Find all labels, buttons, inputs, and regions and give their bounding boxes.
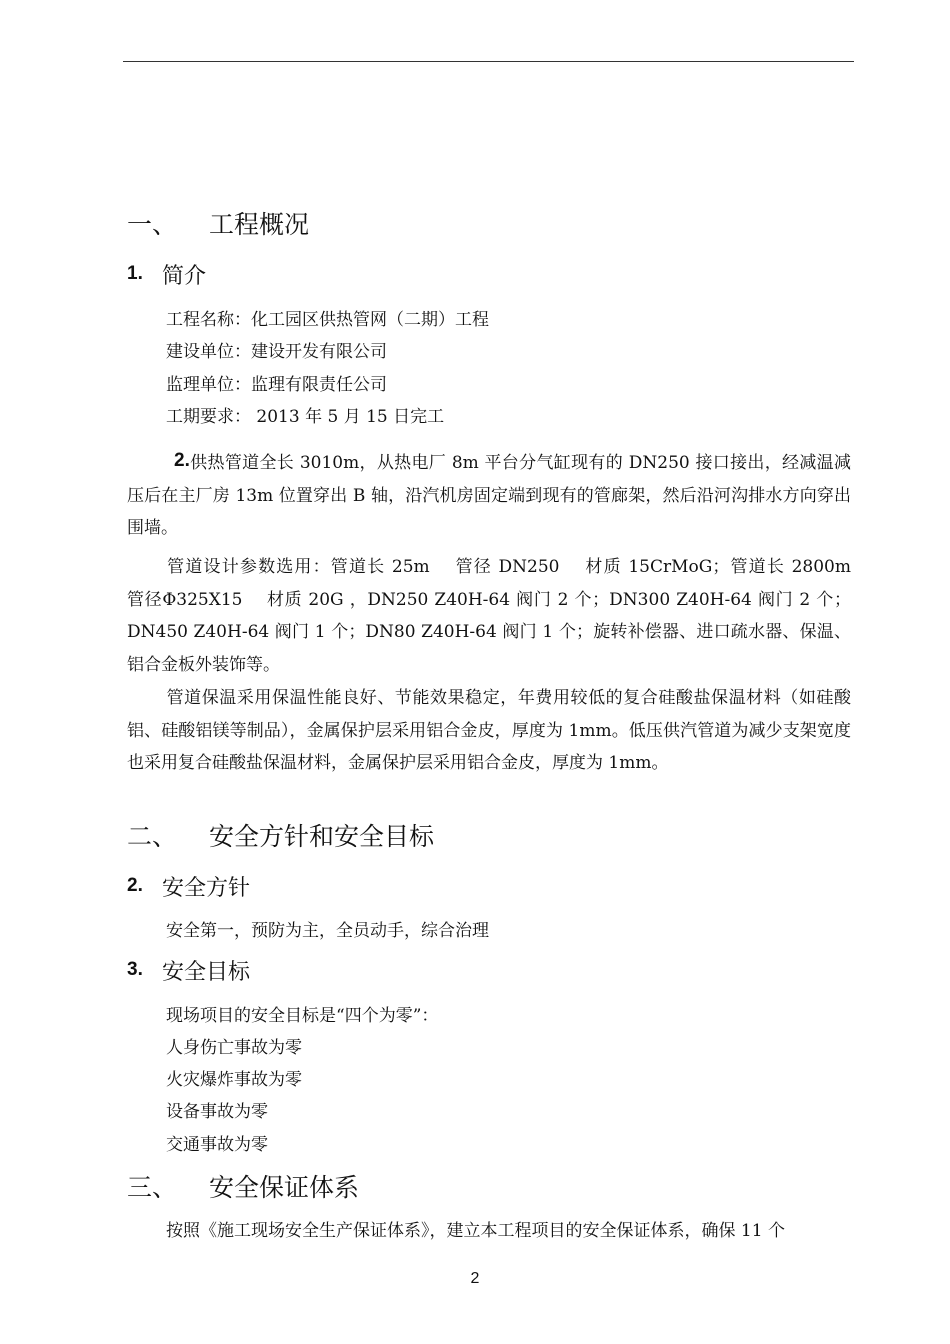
subheading-number: 1.	[127, 263, 143, 284]
paragraph-number: 2.	[174, 450, 190, 471]
policy-text: 安全第一，预防为主，全员动手，综合治理	[166, 921, 489, 941]
goal-item: 交通事故为零	[166, 1135, 268, 1155]
design-params-paragraph	[127, 551, 874, 681]
page-number: 2	[470, 1270, 480, 1287]
subheading-title: 安全目标	[162, 960, 251, 985]
pipeline-text: 供热管道全长 3010m，从热电厂 8m 平台分气缸现有的 DN250 接口接出，经减温减压后在主厂房 13m 位置穿出 B 轴，沿汽机房固定端到现有的管廊架，然后沿河沟排水方向穿出围墙。	[127, 453, 851, 538]
pipeline-paragraph	[127, 445, 851, 545]
goal-intro-line: 现场项目的安全目标是“四个为零”：	[166, 1006, 439, 1026]
section-number: 二、	[127, 822, 178, 851]
section-title: 安全方针和安全目标	[209, 822, 435, 851]
subheading-title: 安全方针	[162, 876, 251, 901]
header-rule	[123, 61, 854, 62]
goal-item: 人身伤亡事故为零	[166, 1038, 302, 1058]
insulation-paragraph	[127, 682, 851, 780]
insulation-text: 管道保温采用保温性能良好、节能效果稳定，年费用较低的复合硅酸盐保温材料（如硅酸铝、硅酸铝镁等制品），金属保护层采用铝合金皮，厚度为 1mm。低压供汽管道为减少支架宽度也采用复合硅酸盐保温材料，金属保护层采用铝合金皮，厚度为 1mm。	[127, 688, 851, 773]
goal-item: 火灾爆炸事故为零	[166, 1070, 302, 1090]
owner-line: 建设单位：建设开发有限公司	[166, 342, 387, 362]
goal-item: 设备事故为零	[166, 1102, 268, 1122]
section-title: 安全保证体系	[209, 1173, 360, 1202]
project-name-line: 工程名称：化工园区供热管网（二期）工程	[166, 310, 489, 330]
subheading-title: 简介	[162, 264, 207, 289]
schedule-line: 工期要求： 2013 年 5 月 15 日完工	[166, 407, 445, 427]
safety-system-text: 按照《施工现场安全生产保证体系》，建立本工程项目的安全保证体系，确保 11 个	[166, 1221, 785, 1241]
section-number: 一、	[127, 210, 178, 239]
design-params-text: 管道设计参数选用：管道长 25m 管径 DN250 材质 15CrMoG；管道长 2800m 管径Φ325X15 材质 20G ，DN250 Z40H-64 阀门 2 个；DN300 Z40H-64 阀门 2 个；DN450 Z40H-64 阀门 1 个；DN80 Z40H-64 阀门 1 个；旋转补偿器、进口疏水器、保温、铝合金板外装饰等。	[127, 557, 874, 675]
subheading-number: 2.	[127, 875, 143, 896]
section-title: 工程概况	[209, 210, 310, 239]
section-number: 三、	[127, 1173, 178, 1202]
supervisor-line: 监理单位：监理有限责任公司	[166, 375, 387, 395]
subheading-number: 3.	[127, 959, 143, 980]
